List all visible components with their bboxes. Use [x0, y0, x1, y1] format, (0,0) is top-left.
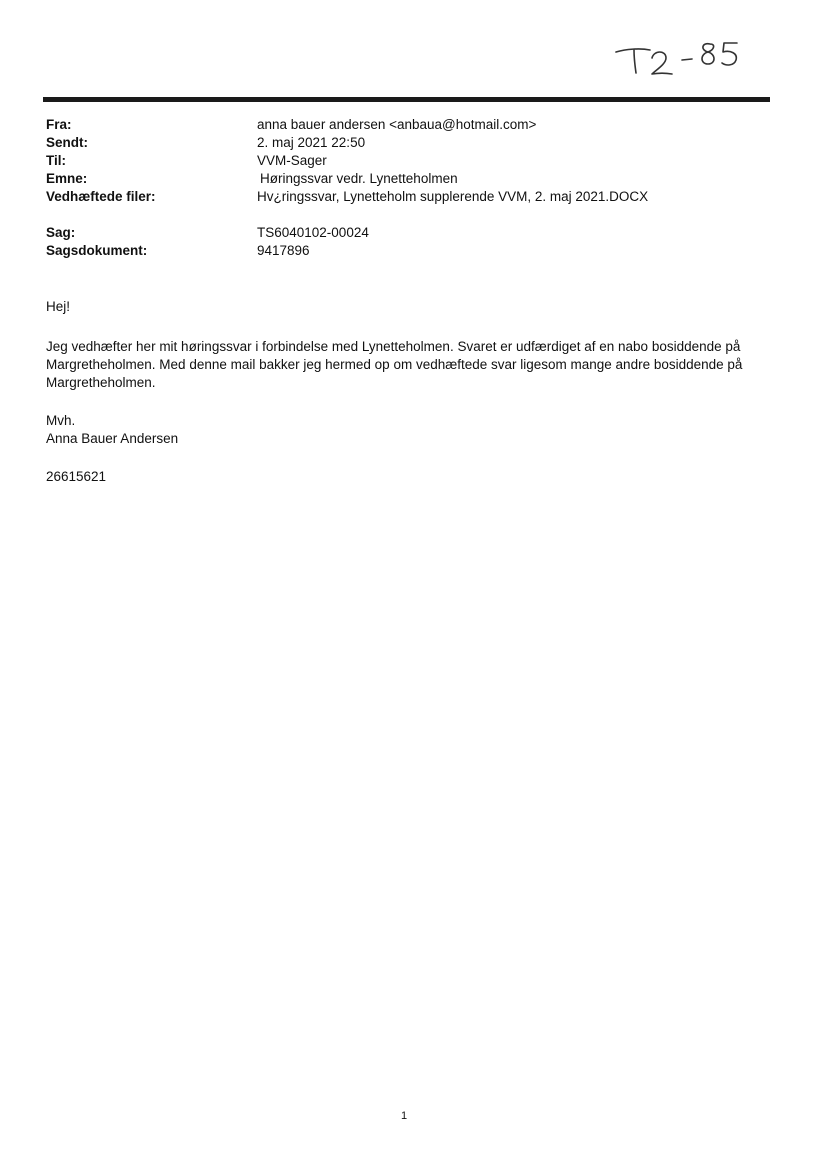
attachments-label: Vedhæftede filer: — [46, 189, 156, 204]
closing: Mvh. — [46, 413, 76, 428]
case-row — [46, 224, 766, 242]
handwritten-mark-drawing — [612, 32, 742, 80]
phone-number: 26615621 — [46, 469, 107, 484]
signature-name: Anna Bauer Andersen — [46, 431, 179, 446]
email-header — [46, 116, 766, 260]
attachments-row — [46, 188, 766, 206]
case-document-label: Sagsdokument: — [46, 243, 148, 258]
subject-row — [46, 170, 766, 188]
from-value: anna bauer andersen <anbaua@hotmail.com> — [257, 117, 537, 132]
subject-value: Høringssvar vedr. Lynetteholmen — [260, 171, 458, 186]
from-row — [46, 116, 766, 134]
sent-value: 2. maj 2021 22:50 — [257, 135, 366, 150]
subject-label: Emne: — [46, 171, 88, 186]
message-paragraph: Jeg vedhæfter her mit høringssvar i forbindelse med Lynetteholmen. Svaret er udfærdiget af en nabo bosiddende på Margretheholmen. Med denne mail bakker jeg hermed op om vedhæftede svar ligesom mange andre bosiddende på Margretheholmen. — [46, 339, 743, 390]
to-label: Til: — [46, 153, 66, 168]
case-document-row — [46, 242, 766, 260]
from-label: Fra: — [46, 117, 72, 132]
handwritten-case-mark — [612, 32, 742, 80]
greeting: Hej! — [46, 299, 71, 314]
case-label: Sag: — [46, 225, 76, 240]
header-divider — [43, 97, 770, 102]
page-number: 1 — [400, 1110, 408, 1122]
case-document-value: 9417896 — [257, 243, 310, 258]
sent-row — [46, 134, 766, 152]
case-value: TS6040102-00024 — [257, 225, 369, 240]
to-row — [46, 152, 766, 170]
signoff — [46, 412, 776, 448]
attachments-value: Hv¿ringssvar, Lynetteholm supplerende VVM, 2. maj 2021.DOCX — [257, 189, 649, 204]
sent-label: Sendt: — [46, 135, 88, 150]
to-value: VVM-Sager — [257, 153, 327, 168]
